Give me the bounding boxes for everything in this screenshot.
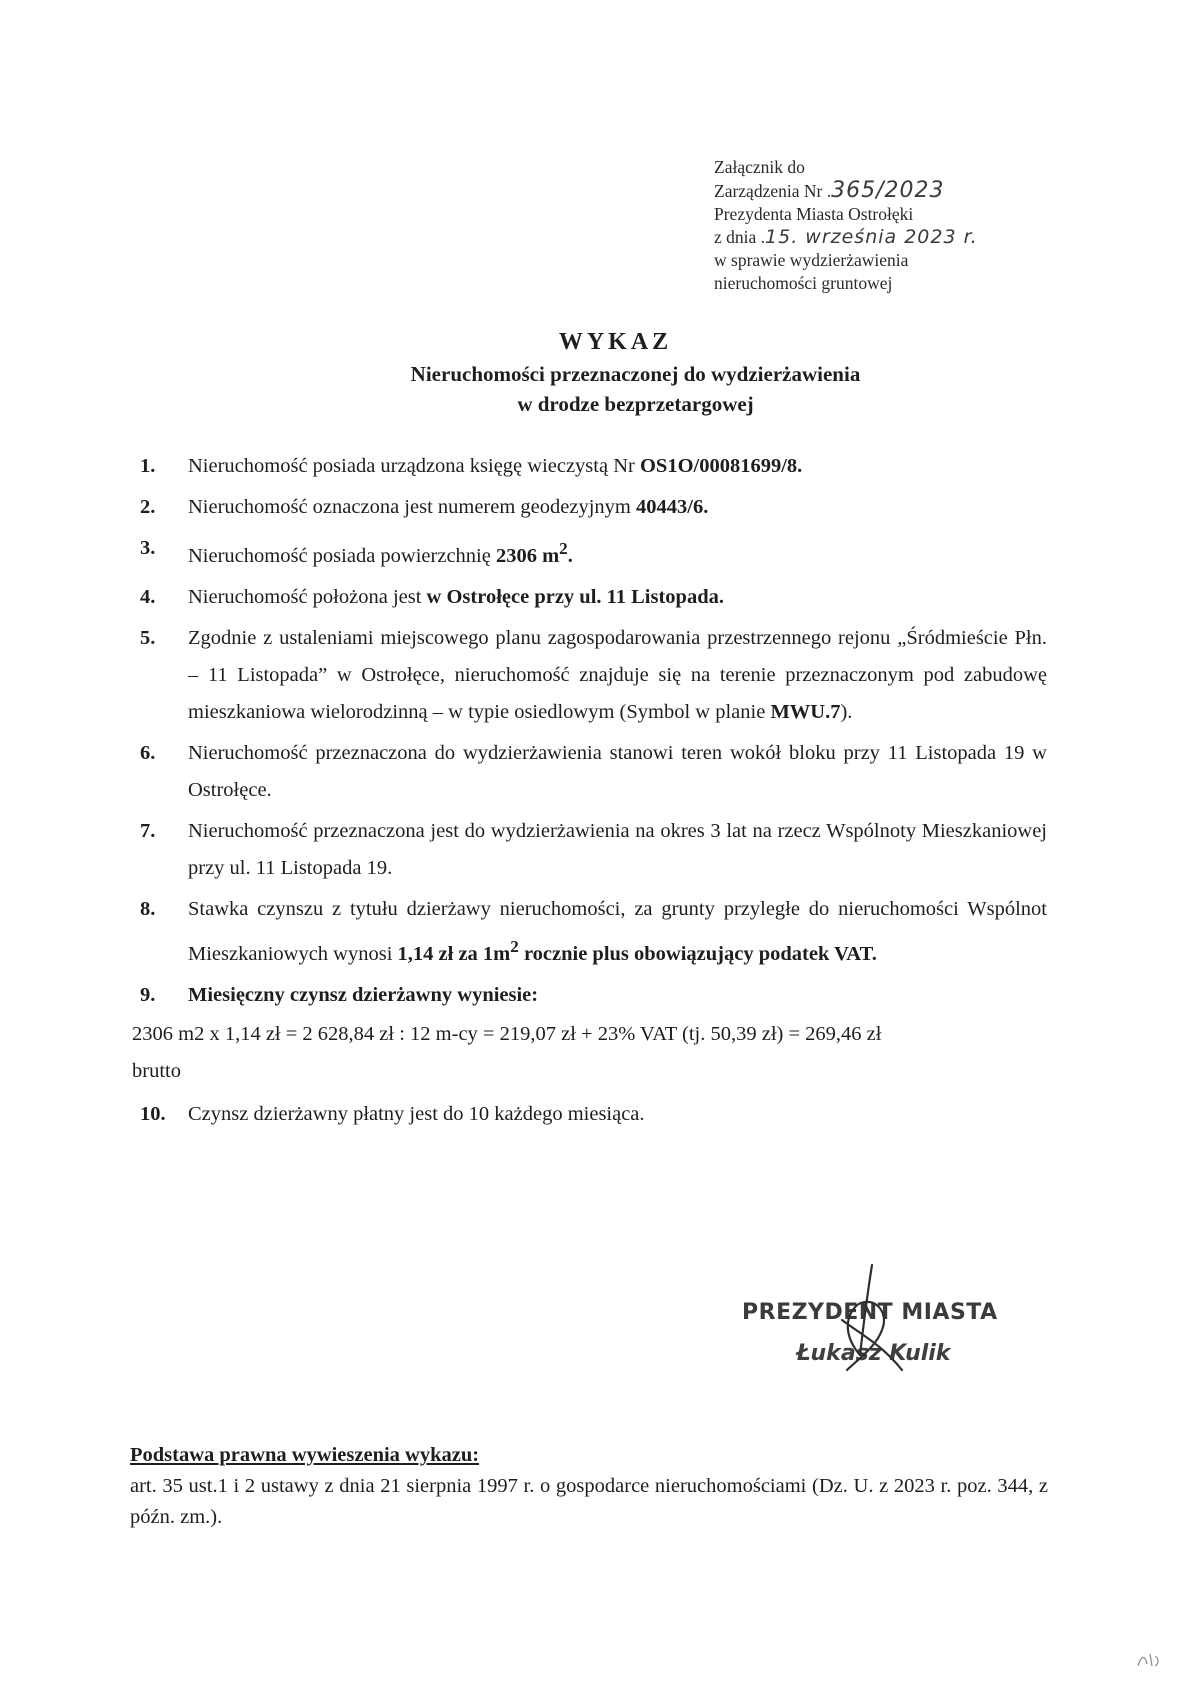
rent-calculation-gross: brutto (132, 1059, 181, 1082)
handwritten-regulation-number: 365/2023 (831, 178, 945, 203)
list-item (132, 735, 1047, 809)
attachment-note (714, 156, 1074, 295)
item-text: Nieruchomość przeznaczona do wydzierżawienia stanowi teren wokół bloku przy 11 Listopada 19 w Ostrołęce. (188, 741, 1047, 801)
zoning-symbol: MWU.7 (770, 700, 841, 723)
list-item (132, 1096, 1047, 1133)
list-item: 5. Zgodnie z ustaleniami miejscowego planu zagospodarowania przestrzennego rejonu „Śródmieście Płn. – 11 Listopada” w Ostrołęce, nieruchomość znajduje się na terenie przeznaczonym pod zabudowę mieszkaniowa wielorodzinną – w typie osiedlowym (Symbol w planie MWU.7). (132, 620, 1047, 731)
document-title-block (0, 325, 1191, 419)
item-number: 9. (140, 983, 156, 1006)
signature-title: PREZYDENT MIASTA (742, 1300, 998, 1325)
legal-basis (130, 1440, 1048, 1533)
item-number: 5. (140, 626, 156, 649)
attachment-line-2 (714, 179, 1074, 203)
item-text: Czynsz dzierżawny płatny jest do 10 każdego miesiąca. (188, 1102, 645, 1125)
item-text: Nieruchomość przeznaczona jest do wydzierżawienia na okres 3 lat na rzecz Wspólnoty Mieszkaniowej przy ul. 11 Listopada 19. (188, 819, 1047, 879)
list-item (132, 448, 1047, 485)
list-item (132, 579, 1047, 616)
attachment-date-label: z dnia . (714, 227, 766, 247)
item-number: 4. (140, 585, 156, 608)
monthly-rent-heading: Miesięczny czynsz dzierżawny wyniesie: (188, 983, 539, 1006)
legal-basis-heading: Podstawa prawna wywieszenia wykazu: (130, 1444, 480, 1466)
item-text: Nieruchomość oznaczona jest numerem geodezyjnym (188, 496, 636, 518)
list-item (132, 489, 1047, 526)
land-register-number: OS1O/00081699/8. (639, 455, 803, 477)
item-number: 6. (140, 741, 156, 764)
rent-rate: 1,14 zł za $1m^2$ rocznie plus obowiązujący podatek VAT. (397, 936, 877, 965)
item-number: 1. (140, 455, 156, 477)
property-location: w Ostrołęce przy ul. 11 Listopada. (426, 585, 724, 608)
attachment-line-3: Prezydenta Miasta Ostrołęki (714, 204, 914, 224)
document-subtitle-2: w drodze bezprzetargowej (517, 392, 754, 416)
list-item (132, 891, 1047, 973)
item-text: Zgodnie z ustaleniami miejscowego planu zagospodarowania przestrzennego rejonu „Śródmieście Płn. – 11 Listopada” w Ostrołęce, nieruchomość znajduje się na terenie przeznaczonym pod zabudowę mieszkaniowa wielorodzinną – w typie osiedlowym (Symbol w planie (188, 626, 1047, 723)
rent-calculation-line: 2306 m2 x 1,14 zł = 2 628,84 zł : 12 m-cy = 219,07 zł + 23% VAT (tj. 50,39 zł) = 269,46 zł (132, 1022, 882, 1045)
signature-name: Łukasz Kulik (796, 1341, 951, 1366)
parcel-number: 40443/6. (636, 496, 709, 518)
property-details-list (132, 448, 1047, 1137)
attachment-line-1: Załącznik do (714, 157, 805, 177)
handwritten-signature-icon (802, 1260, 932, 1380)
list-item (132, 977, 1047, 1014)
handwritten-date: 15. września 2023 r. (765, 226, 978, 248)
item-text: Nieruchomość posiada powierzchnię (188, 544, 496, 567)
list-item (132, 813, 1047, 887)
item-number: 8. (140, 897, 156, 920)
item-number: 7. (140, 819, 156, 842)
item-text: Nieruchomość posiada urządzona księgę wieczystą Nr (188, 455, 640, 477)
document-subtitle-1: Nieruchomości przeznaczonej do wydzierżawienia (410, 362, 861, 386)
attachment-line-6: nieruchomości gruntowej (714, 273, 893, 293)
item-number: 2. (140, 496, 156, 518)
item-number: 3. (140, 537, 156, 559)
item-text: Nieruchomość położona jest (188, 585, 427, 608)
attachment-regulation-label: Zarządzenia Nr . (714, 181, 832, 201)
rent-calculation (132, 1016, 1047, 1090)
property-area: 2306 $m^2$. (495, 539, 573, 567)
item-number: 10. (140, 1102, 166, 1125)
attachment-line-5: w sprawie wydzierżawienia (714, 250, 909, 270)
legal-basis-text: art. 35 ust.1 i 2 ustawy z dnia 21 sierpnia 1997 r. o gospodarce nieruchomościami (Dz. U. z 2023 r. poz. 344, z późn. zm.). (130, 1475, 1048, 1528)
attachment-line-4 (714, 226, 1074, 249)
document-title: WYKAZ (558, 329, 673, 355)
signature-stamp (742, 1300, 1042, 1366)
corner-pencil-mark-icon (1135, 1648, 1165, 1670)
list-item (132, 530, 1047, 575)
item-text: Stawka czynszu z tytułu dzierżawy nieruchomości, za grunty przyległe do nieruchomości Wspólnot Mieszkaniowych wynosi (188, 897, 1047, 965)
